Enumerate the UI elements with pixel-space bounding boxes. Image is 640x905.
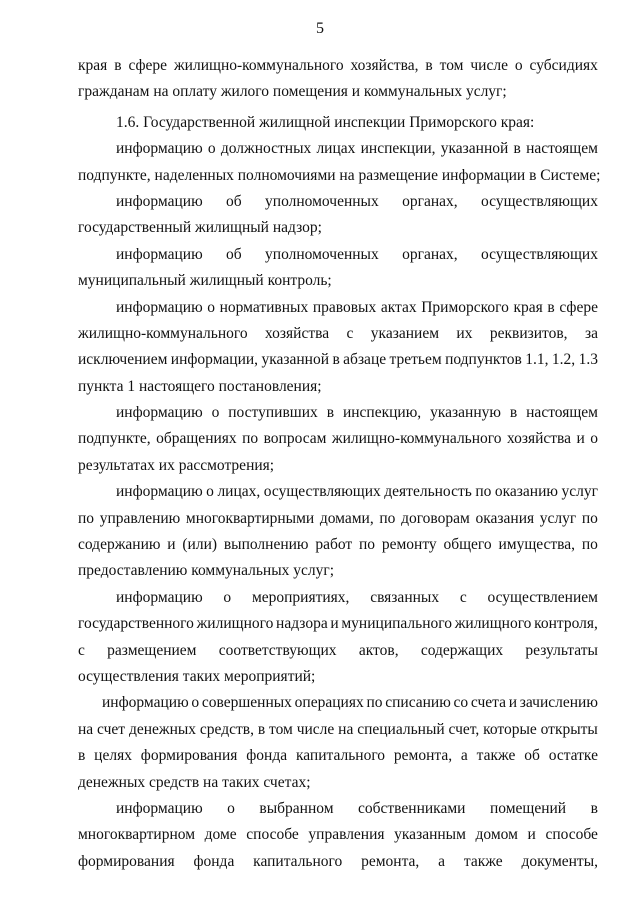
- word: указанной: [440, 140, 509, 158]
- text-line: [78, 426, 598, 452]
- word: исключением: [78, 351, 168, 369]
- word: правовых: [312, 298, 377, 316]
- text-line: гражданам на оплату жилого помещения и коммунальных услуг;: [78, 83, 507, 101]
- word: капитального: [253, 852, 343, 870]
- word: управлению: [99, 509, 181, 527]
- text-line: предоставлению коммунальных услуг;: [78, 562, 335, 580]
- word: и: [527, 826, 536, 844]
- word: о: [514, 57, 523, 74]
- word: в: [332, 351, 340, 369]
- word: способе: [246, 826, 299, 844]
- word: указанием: [370, 324, 440, 342]
- word: подпункте,: [78, 430, 151, 448]
- word: о: [206, 483, 214, 501]
- text-line: [78, 347, 598, 373]
- word: субсидиях: [529, 57, 598, 74]
- word: о: [191, 694, 200, 712]
- word: информацию: [116, 799, 203, 817]
- word: осуществляющих: [481, 192, 598, 210]
- word: поступивших: [228, 404, 318, 422]
- word: которые: [483, 720, 537, 738]
- word: остатке: [548, 747, 598, 765]
- word: целях: [94, 747, 132, 765]
- word: в: [547, 298, 555, 316]
- word: контроля,: [534, 615, 598, 633]
- word: хозяйства,: [350, 57, 419, 74]
- word: а: [460, 747, 468, 765]
- word: нормативных: [219, 298, 309, 316]
- word: имущества,: [498, 536, 576, 554]
- word: об: [226, 245, 242, 263]
- word: работ: [315, 536, 353, 554]
- word: жилищно-коммунального: [173, 57, 344, 74]
- word: (или): [182, 536, 218, 554]
- word: уполномоченных: [265, 245, 379, 263]
- document-body: [78, 53, 601, 875]
- word: о: [207, 140, 216, 158]
- text-line: [78, 796, 598, 822]
- word: результаты: [525, 641, 598, 659]
- word: собственниками: [358, 799, 466, 817]
- word: хозяйства: [506, 430, 572, 448]
- word: счета: [470, 694, 507, 712]
- text-line: пункта 1 настоящего постановления;: [78, 377, 322, 395]
- word: управления: [308, 826, 385, 844]
- word: Приморского: [421, 298, 509, 316]
- word: открыты: [540, 720, 598, 738]
- word: способе: [545, 826, 598, 844]
- text-line: [78, 242, 598, 268]
- word: информацию: [116, 192, 203, 210]
- word: обращениях: [156, 430, 237, 448]
- word: 1.3: [578, 351, 598, 369]
- word: оказания: [475, 509, 535, 527]
- word: указанной: [261, 351, 330, 369]
- text-line: результатах их рассмотрения;: [78, 456, 275, 474]
- word: домами,: [319, 509, 374, 527]
- word: абзаце: [343, 351, 387, 369]
- word: специальный: [357, 720, 445, 738]
- word: содержанию: [78, 536, 161, 554]
- word: об: [524, 747, 540, 765]
- word: в: [509, 404, 518, 422]
- word: инспекции,: [360, 140, 436, 158]
- text-line: [78, 53, 598, 79]
- text-line: осуществления таких мероприятий;: [78, 667, 316, 685]
- word: капитального: [295, 747, 386, 765]
- text-line: [78, 849, 598, 875]
- word: указанным: [394, 826, 466, 844]
- word: выбранном: [259, 799, 334, 817]
- word: осуществляющих: [263, 483, 381, 501]
- word: ремонта,: [361, 852, 420, 870]
- word: и: [330, 615, 339, 633]
- word: денежных: [128, 720, 197, 738]
- word: выполнению: [223, 536, 309, 554]
- text-line: подпункте, наделенных полномочиями на размещение информации в Системе;: [78, 166, 601, 184]
- word: том: [439, 57, 464, 74]
- word: формирования: [78, 852, 175, 870]
- text-line: [78, 136, 598, 162]
- text-line: [78, 321, 598, 347]
- word: 1.1,: [525, 351, 549, 369]
- word: общего: [443, 536, 492, 554]
- text-line: денежных средств на таких счетах;: [78, 773, 311, 791]
- word: государственного: [78, 615, 194, 633]
- word: на: [78, 720, 94, 738]
- word: за: [584, 324, 598, 342]
- word: в: [257, 720, 266, 738]
- word: лицах: [316, 140, 356, 158]
- text-line: [78, 638, 598, 664]
- word: доме: [204, 826, 237, 844]
- word: лицах,: [217, 483, 261, 501]
- word: сфере: [128, 57, 168, 74]
- text-line: [78, 822, 598, 848]
- section-heading: 1.6. Государственной жилищной инспекции Приморского края:: [116, 113, 535, 131]
- word: информации,: [170, 351, 259, 369]
- text-line: [78, 506, 598, 532]
- word: о: [223, 588, 232, 606]
- word: актах: [380, 298, 417, 316]
- text-line: муниципальный жилищный контроль;: [78, 272, 332, 290]
- word: в: [114, 57, 122, 74]
- word: органах,: [402, 245, 458, 263]
- word: также: [463, 852, 503, 870]
- word: деятельность: [384, 483, 472, 501]
- word: об: [226, 192, 242, 210]
- word: информацию: [116, 404, 203, 422]
- word: по: [358, 536, 376, 554]
- word: соответствующих: [218, 641, 337, 659]
- word: ремонту: [381, 536, 437, 554]
- word: о: [211, 404, 220, 422]
- word: фонда: [193, 852, 235, 870]
- word: услуг: [561, 483, 598, 501]
- word: по: [475, 483, 492, 501]
- word: жилищно-коммунального: [331, 430, 502, 448]
- word: оказанию: [494, 483, 558, 501]
- word: края: [513, 298, 543, 316]
- word: в: [425, 57, 433, 74]
- word: документы,: [521, 852, 598, 870]
- word: настоящем: [526, 140, 598, 158]
- word: по: [366, 694, 383, 712]
- word: настоящем: [526, 404, 598, 422]
- word: информацию: [116, 588, 203, 606]
- word: с: [346, 324, 354, 342]
- word: хозяйства: [265, 324, 330, 342]
- word: операциях: [294, 694, 364, 712]
- word: о: [590, 430, 598, 448]
- word: реквизитов,: [489, 324, 568, 342]
- word: информацию: [116, 298, 203, 316]
- word: сфере: [559, 298, 598, 316]
- word: в: [78, 747, 86, 765]
- word: домом: [475, 826, 518, 844]
- word: и: [576, 430, 585, 448]
- word: по: [581, 536, 598, 554]
- word: информацию: [116, 483, 203, 501]
- word: подпунктов: [445, 351, 522, 369]
- word: по: [242, 430, 259, 448]
- word: о: [207, 298, 216, 316]
- word: содержащих: [420, 641, 504, 659]
- word: а: [438, 852, 446, 870]
- word: зачислению: [519, 694, 598, 712]
- word: также: [476, 747, 516, 765]
- text-line: [78, 295, 598, 321]
- word: указанную: [430, 404, 501, 422]
- word: с: [78, 641, 85, 659]
- word: осуществлением: [487, 588, 598, 606]
- word: со: [453, 694, 469, 712]
- text-line: [78, 717, 598, 743]
- word: связанных: [370, 588, 440, 606]
- word: мероприятиях,: [251, 588, 350, 606]
- word: вопросам: [263, 430, 327, 448]
- word: счет,: [448, 720, 480, 738]
- word: актов,: [358, 641, 399, 659]
- word: уполномоченных: [265, 192, 379, 210]
- word: в: [590, 799, 598, 817]
- word: по: [581, 509, 598, 527]
- word: договорам: [401, 509, 470, 527]
- word: муниципального: [341, 615, 452, 633]
- word: формирования: [140, 747, 238, 765]
- word: жилищного: [196, 615, 274, 633]
- word: жилищного: [454, 615, 532, 633]
- word: числе: [470, 57, 508, 74]
- word: осуществляющих: [481, 245, 598, 263]
- word: помещений: [489, 799, 567, 817]
- word: счет: [97, 720, 126, 738]
- text-line: государственный жилищный надзор;: [78, 219, 322, 237]
- word: должностных: [220, 140, 312, 158]
- word: средств,: [199, 720, 254, 738]
- word: размещением: [107, 641, 197, 659]
- page-number: 5: [316, 20, 324, 37]
- word: третьем: [389, 351, 442, 369]
- word: жилищно-коммунального: [78, 324, 248, 342]
- text-line: [78, 585, 598, 611]
- word: о: [227, 799, 235, 817]
- word: и: [508, 694, 518, 712]
- word: совершенных: [201, 694, 292, 712]
- text-line: [78, 611, 598, 637]
- word: многоквартирном: [78, 826, 196, 844]
- word: по: [78, 509, 95, 527]
- word: и: [167, 536, 176, 554]
- text-line: [78, 690, 598, 716]
- word: с: [459, 588, 467, 606]
- word: органах,: [402, 192, 458, 210]
- word: надзора: [276, 615, 328, 633]
- word: 1.2,: [551, 351, 576, 369]
- word: на: [338, 720, 354, 738]
- word: в: [326, 404, 335, 422]
- word: информацию: [116, 140, 203, 158]
- word: информацию: [116, 245, 203, 263]
- text-line: [78, 479, 598, 505]
- text-line: [78, 400, 598, 426]
- word: их: [456, 324, 473, 342]
- text-line: [78, 743, 598, 769]
- word: фонда: [246, 747, 288, 765]
- text-line: [78, 532, 598, 558]
- word: инспекцию,: [342, 404, 422, 422]
- word: многоквартирными: [185, 509, 315, 527]
- word: том: [269, 720, 293, 738]
- word: списанию: [385, 694, 451, 712]
- word: по: [379, 509, 396, 527]
- word: услуг: [539, 509, 577, 527]
- word: ремонта,: [393, 747, 453, 765]
- word: в: [513, 140, 521, 158]
- text-line: [78, 189, 598, 215]
- word: числе: [296, 720, 335, 738]
- word: края: [78, 57, 108, 74]
- word: информацию: [102, 694, 189, 712]
